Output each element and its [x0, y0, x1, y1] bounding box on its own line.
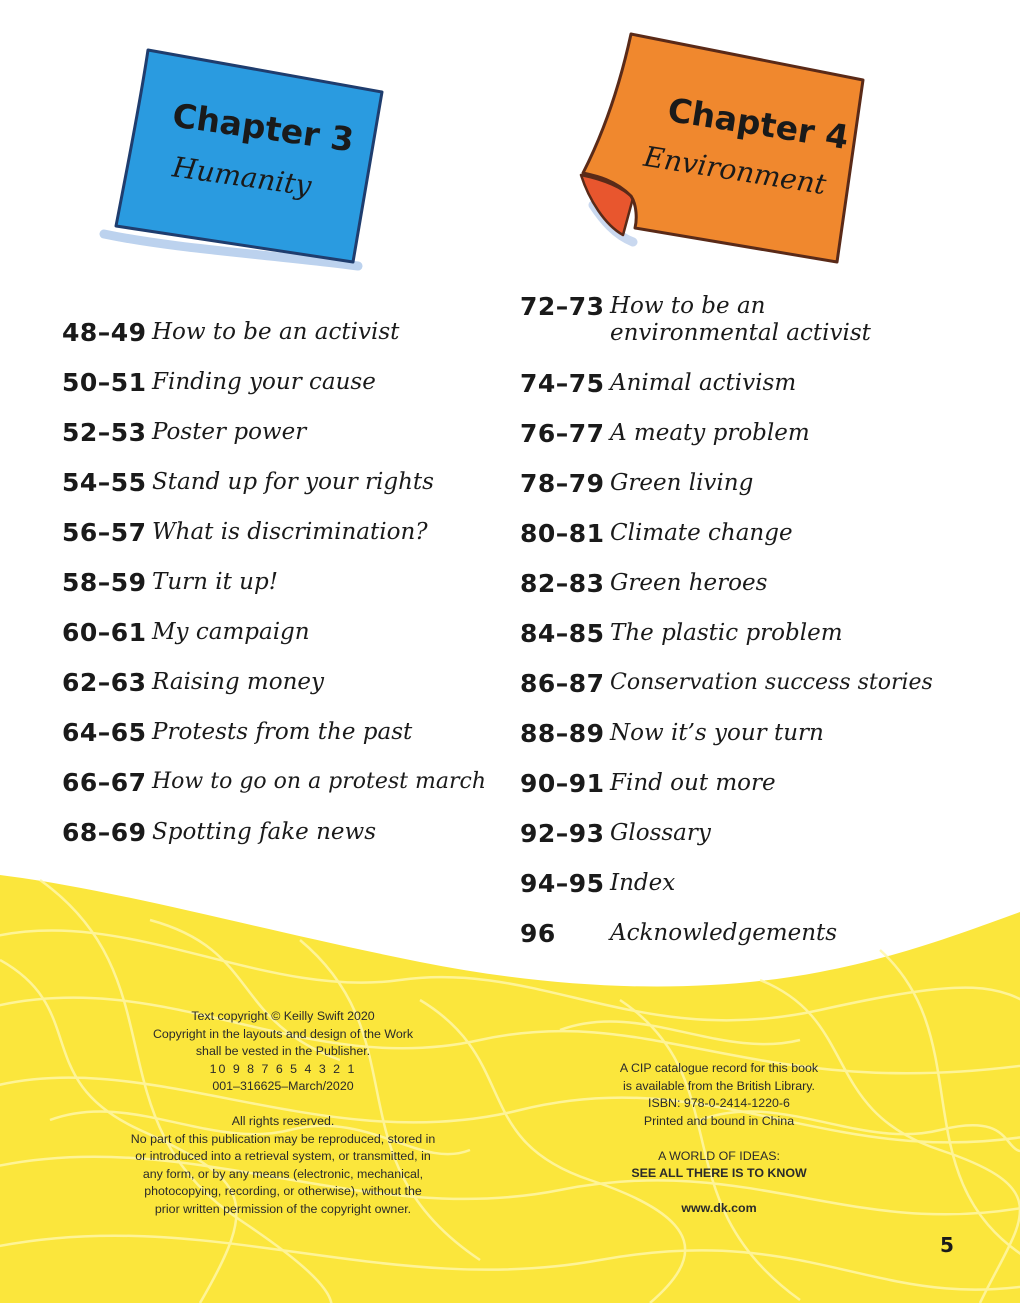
tagline-bold: SEE ALL THERE IS TO KNOW: [631, 1166, 807, 1180]
copyright-line: Copyright in the layouts and design of the Work: [152, 1026, 414, 1041]
copyright-left: [120, 1008, 446, 1218]
toc-title: What is discrimination?: [152, 519, 428, 545]
toc-title: Green living: [610, 470, 754, 496]
toc-page-range: 60–61: [62, 618, 147, 647]
toc-title: Finding your cause: [152, 369, 376, 395]
toc-page-range: 96: [520, 919, 556, 948]
chapter-4-note: [575, 30, 875, 265]
copyright-line: All rights reserved.: [231, 1114, 335, 1128]
copyright-spacer: [590, 1130, 848, 1148]
copyright-line: or introduced into a retrieval system, or transmitted, in: [135, 1149, 431, 1163]
toc-title: Now it’s your turn: [610, 720, 824, 746]
toc-title: Protests from the past: [152, 719, 413, 745]
cip-line: A CIP catalogue record for this book: [619, 1061, 819, 1075]
toc-title: How to be an: [610, 293, 766, 319]
toc-page-range: 66–67: [62, 768, 147, 797]
toc-page-range: 52–53: [62, 418, 147, 447]
toc-page-range: 74–75: [520, 369, 605, 398]
copyright-line: shall be vested in the Publisher.: [195, 1044, 371, 1058]
copyright-spacer: [120, 1096, 446, 1114]
toc-page-range: 68–69: [62, 818, 147, 847]
toc-page-range: 58–59: [62, 568, 147, 597]
printed-line: Printed and bound in China: [643, 1113, 795, 1128]
toc-title: Acknowledgements: [610, 920, 838, 946]
toc-page-range: 90–91: [520, 769, 605, 798]
chapter-3-note: [96, 44, 396, 279]
chapter-3-title: Chapter 3: [170, 95, 357, 160]
toc-title: How to go on a protest march: [152, 769, 486, 794]
toc-page-range: 76–77: [520, 419, 605, 448]
copyright-line: 001–316625–March/2020: [212, 1079, 354, 1093]
toc-page-range: 62–63: [62, 668, 147, 697]
tagline: A WORLD OF IDEAS:: [658, 1148, 780, 1163]
copyright-line: any form, or by any means (electronic, mechanical,: [142, 1166, 424, 1181]
chapter-4-title: Chapter 4: [665, 89, 852, 158]
toc-page-range: 88–89: [520, 719, 605, 748]
toc-title-continued: environmental activist: [610, 320, 871, 346]
copyright-right: [590, 1060, 848, 1218]
cip-line: is available from the British Library.: [623, 1078, 815, 1093]
toc-page-range: 86–87: [520, 669, 605, 698]
toc-title: Glossary: [610, 820, 711, 846]
toc-page-range: 92–93: [520, 819, 605, 848]
toc-page-range: 54–55: [62, 468, 147, 497]
copyright-line: 10 9 8 7 6 5 4 3 2 1: [209, 1061, 357, 1076]
copyright-line: photocopying, recording, or otherwise), without the: [144, 1184, 422, 1198]
toc-page-range: 56–57: [62, 518, 147, 547]
toc-title: Green heroes: [610, 570, 768, 596]
toc-page-range: 78–79: [520, 469, 605, 498]
website-link[interactable]: www.dk.com: [681, 1201, 757, 1215]
toc-page-range: 50–51: [62, 368, 147, 397]
copyright-spacer: [590, 1183, 848, 1201]
toc-page-range: 48–49: [62, 318, 147, 347]
toc-title: Spotting fake news: [152, 819, 377, 845]
toc-page-range: 94–95: [520, 869, 605, 898]
chapter-3-subtitle: Humanity: [170, 150, 314, 203]
chapter-3-contents: [62, 318, 502, 858]
toc-title: Stand up for your rights: [152, 469, 434, 495]
copyright-line: Text copyright © Keilly Swift 2020: [191, 1009, 375, 1023]
toc-page-range: 72–73: [520, 292, 605, 321]
copyright-line: No part of this publication may be reproduced, stored in: [130, 1131, 436, 1146]
toc-title: Climate change: [610, 520, 793, 546]
toc-page-range: 82–83: [520, 569, 605, 598]
toc-page-range: 84–85: [520, 619, 605, 648]
toc-page-range: 80–81: [520, 519, 605, 548]
copyright-line: prior written permission of the copyright owner.: [154, 1201, 412, 1216]
isbn-line: ISBN: 978-0-2414-1220-6: [648, 1096, 790, 1110]
page-number: 5: [940, 1233, 954, 1257]
toc-title: Animal activism: [610, 370, 797, 396]
toc-title: How to be an activist: [152, 319, 400, 345]
toc-title: The plastic problem: [610, 620, 843, 646]
chapter-4-subtitle: Environment: [641, 139, 829, 202]
toc-page-range: 64–65: [62, 718, 147, 747]
toc-title: Index: [610, 870, 676, 896]
toc-title: Raising money: [152, 669, 324, 695]
toc-title: Conservation success stories: [610, 670, 933, 695]
toc-title: A meaty problem: [610, 420, 810, 446]
toc-title: Poster power: [152, 419, 307, 445]
toc-title: Turn it up!: [152, 569, 278, 595]
toc-title: My campaign: [152, 619, 310, 645]
chapter-4-contents: [520, 292, 1000, 962]
toc-title: Find out more: [610, 770, 776, 796]
